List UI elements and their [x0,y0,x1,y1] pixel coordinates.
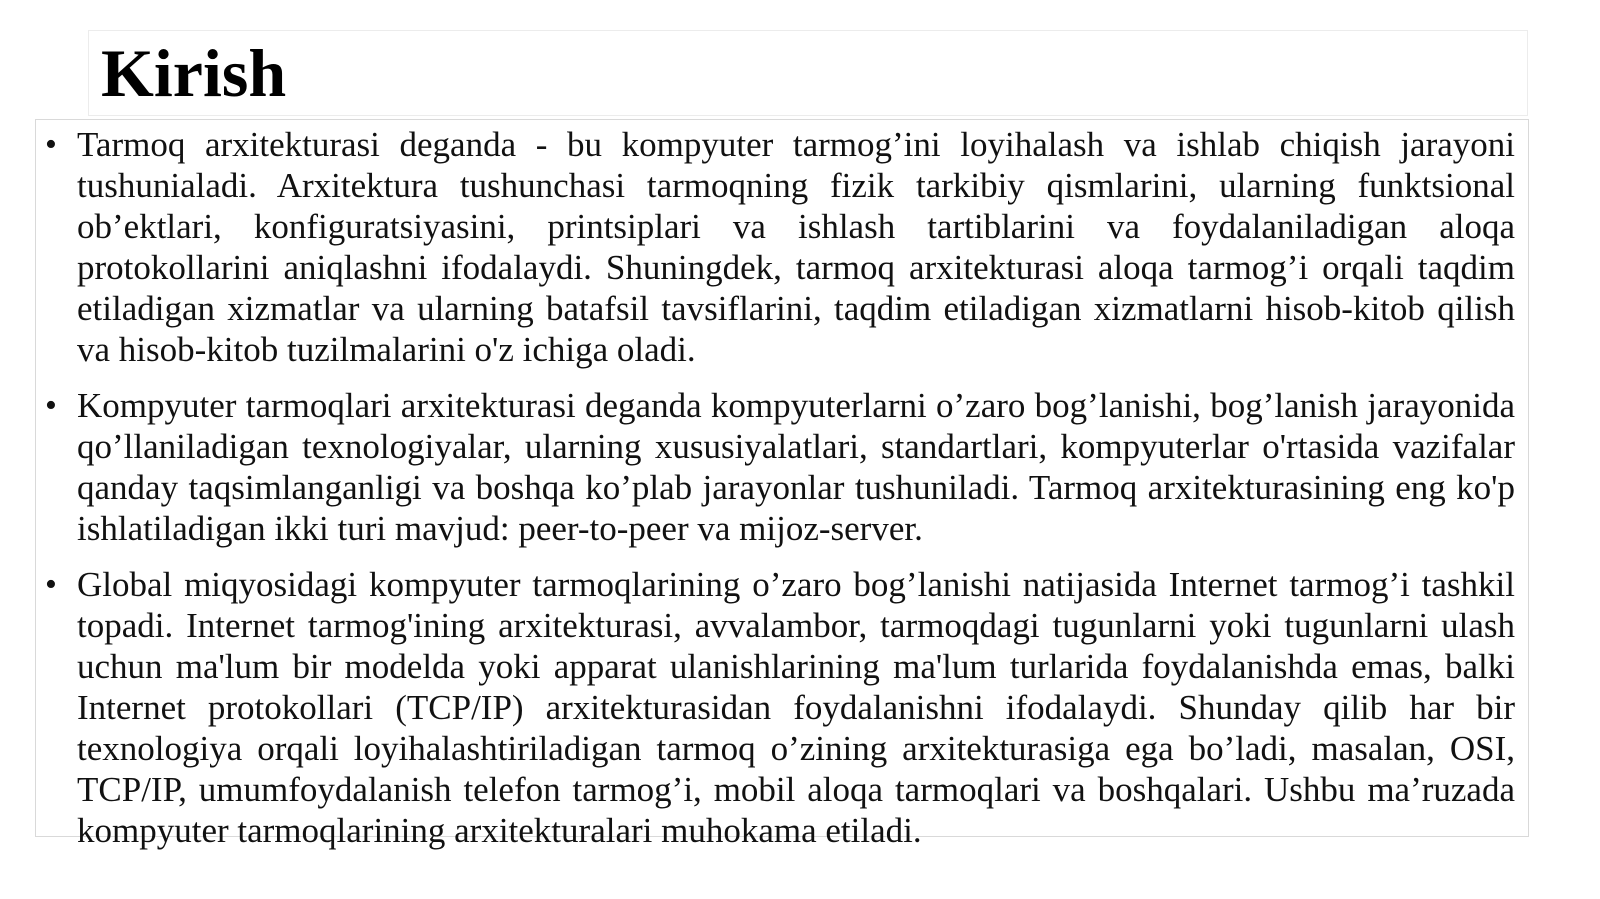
paragraph-text: Kompyuter tarmoqlari arxitekturasi deganda kompyuterlarni o’zaro bog’lanishi, bog’lanish jarayonida qo’llaniladigan texnologiyalar, ularning xususiyalatlari, standartlari, kompyuterlar o'rtasida vazifalar qanday taqsimlanganligi va boshqa ko’plab jarayonlar tushuniladi. Tarmoq arxitekturasining eng ko'p ishlatiladigan ikki turi mavjud: peer-to-peer va mijoz-server. [77,386,1515,548]
bullet-item-2 [35,385,1515,549]
bullet-item-3 [35,564,1515,851]
paragraph-text: Tarmoq arxitekturasi deganda - bu kompyuter tarmog’ini loyihalash va ishlab chiqish jarayoni tushunialadi. Arxitektura tushunchasi tarmoqning fizik tarkibiy qismlarini, ularning funktsional ob’ektlari, konfiguratsiyasini, printsiplari va ishlash tartiblarini va foydalaniladigan aloqa protokollarini aniqlashni ifodalaydi. Shuningdek, tarmoq arxitekturasi aloqa tarmog’i orqali taqdim etiladigan xizmatlar va ularning batafsil tavsiflarini, taqdim etiladigan xizmatlarni hisob-kitob qilish va hisob-kitob tuzilmalarini o'z ichiga oladi. [77,125,1515,369]
title-placeholder [88,30,1528,116]
slide-title: Kirish [101,35,287,111]
bullet-icon: • [45,126,57,163]
bullet-list [35,124,1515,866]
paragraph-text: Global miqyosidagi kompyuter tarmoqlarining o’zaro bog’lanishi natijasida Internet tarmog’i tashkil topadi. Internet tarmog'ining arxitekturasi, avvalambor, tarmoqdagi tugunlarni yoki tugunlarni ulash uchun ma'lum bir modelda yoki apparat ulanishlarining ma'lum turlarida foydalanishda emas, balki Internet protokollari (TCP/IP) arxitekturasidan foydalanishni ifodalaydi. Shunday qilib har bir texnologiya orqali loyihalashtiriladigan tarmoq o’zining arxitekturasiga ega bo’ladi, masalan, OSI, TCP/IP, umumfoydalanish telefon tarmog’i, mobil aloqa tarmoqlari va boshqalari. Ushbu ma’ruzada kompyuter tarmoqlarining arxitekturalari muhokama etiladi. [77,565,1515,850]
bullet-item-1 [35,124,1515,370]
bullet-icon: • [45,387,57,424]
bullet-icon: • [45,566,57,603]
